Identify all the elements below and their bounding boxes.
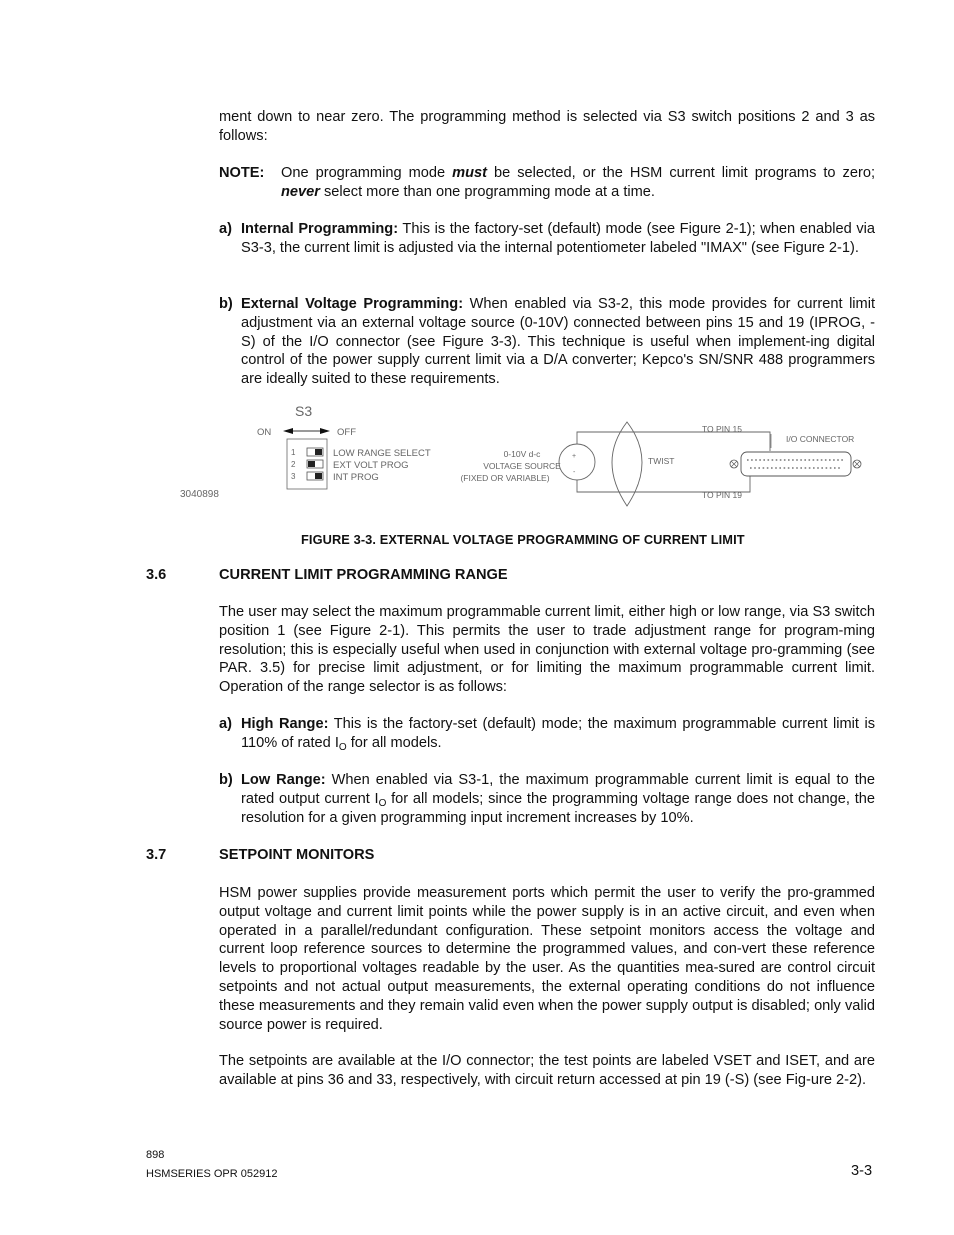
emphasis-never: never — [281, 183, 320, 200]
source-label-line1: 0-10V d-c — [503, 449, 541, 459]
item-title: Internal Programming: — [241, 221, 399, 237]
io-connector-label: I/O CONNECTOR — [786, 434, 855, 444]
item-title: High Range: — [241, 716, 329, 732]
plus-mark: + — [572, 453, 577, 460]
figure-caption: FIGURE 3-3. EXTERNAL VOLTAGE PROGRAMMING OF CURRENT LIMIT — [301, 532, 745, 547]
svg-text:3: 3 — [291, 472, 296, 481]
on-label: ON — [257, 427, 272, 438]
switch-label-low-range: LOW RANGE SELECT — [333, 448, 431, 459]
switch-title: S3 — [295, 403, 313, 419]
footer-document-id: HSMSERIES OPR 052912 — [146, 1168, 278, 1180]
page-number: 3-3 — [851, 1163, 873, 1179]
section-3-6-paragraph: The user may select the maximum programmable current limit, either high or low range, via S3 switch position 1 (see Figure 2-1). This permits the user to trade adjustment range for program-ming resolution; this is especially useful when used in conjunction with external voltage pro-gramming (see PAR. 3.5) for precise limit adjustment, or for limiting the maximum programmable current limit. Operation of the range selector is as follows: — [219, 604, 875, 696]
item-title: External Voltage Programming: — [241, 296, 464, 312]
off-label: OFF — [337, 427, 356, 438]
section-number-3-6: 3.6 — [146, 567, 167, 583]
switch-label-int-prog: INT PROG — [333, 472, 379, 483]
io-connector-icon — [730, 452, 861, 476]
section-3-7-paragraph-2: The setpoints are available at the I/O connector; the test points are labeled VSET and ISET, and are available at pins 36 and 33, respectively, with circuit return accessed at pin 19 (-S) (see Fig-ure 2-2). — [219, 1053, 875, 1088]
switch-label-ext-volt: EXT VOLT PROG — [333, 460, 409, 471]
svg-text:1: 1 — [291, 448, 296, 457]
item-label: a) — [219, 716, 232, 732]
item-label: a) — [219, 221, 232, 237]
section-3-7-paragraph-1: HSM power supplies provide measurement ports which permit the user to verify the pro-grammed output voltage and current limit points while the power supply is in an active circuit, and even when operated in a parallel/redundant configuration. These setpoint monitors access the voltage and current loop reference sources to determine the programmed values, and con-vert these reference levels to proportional voltages readable by the user. As the quantities mea-sured are control circuit setpoints and not actual output measurements, the external operating conditions do not influence these measurements and they remain valid even when the power supply output is disabled; only valid source power is required. — [219, 885, 875, 1033]
footer-code: 898 — [146, 1149, 165, 1161]
voltage-source-icon — [559, 444, 595, 480]
intro-paragraph: ment down to near zero. The programming method is selected via S3 switch positions 2 and 3 as follows: — [219, 109, 875, 144]
switch-position-1 — [291, 448, 323, 457]
pin-19-label: TO PIN 19 — [702, 490, 742, 500]
svg-text:2: 2 — [291, 460, 296, 469]
item-title: Low Range: — [241, 772, 326, 788]
item-label: b) — [219, 296, 233, 312]
drawing-code: 3040898 — [180, 489, 219, 500]
figure-3-3-diagram — [175, 398, 875, 513]
emphasis-must: must — [452, 165, 487, 181]
twist-icon — [612, 422, 642, 506]
minus-mark: - — [573, 469, 576, 476]
section-title-3-6: CURRENT LIMIT PROGRAMMING RANGE — [219, 567, 508, 583]
twist-label: TWIST — [648, 456, 675, 466]
arrow-icon — [283, 428, 330, 434]
section-title-3-7: SETPOINT MONITORS — [219, 847, 375, 863]
note-label: NOTE: — [219, 165, 265, 181]
item-label: b) — [219, 772, 233, 788]
source-label-line2: VOLTAGE SOURCE — [483, 461, 561, 471]
source-label-line3: (FIXED OR VARIABLE) — [460, 473, 550, 483]
switch-position-3 — [291, 472, 323, 481]
pin-15-label: TO PIN 15 — [702, 424, 742, 434]
wire-pin-15 — [577, 432, 770, 451]
note-text: One programming mode must be selected, or the HSM current limit programs to zero; never select more than one programming mode at a time. — [281, 165, 875, 200]
switch-position-2 — [291, 460, 323, 469]
section-number-3-7: 3.7 — [146, 847, 167, 863]
